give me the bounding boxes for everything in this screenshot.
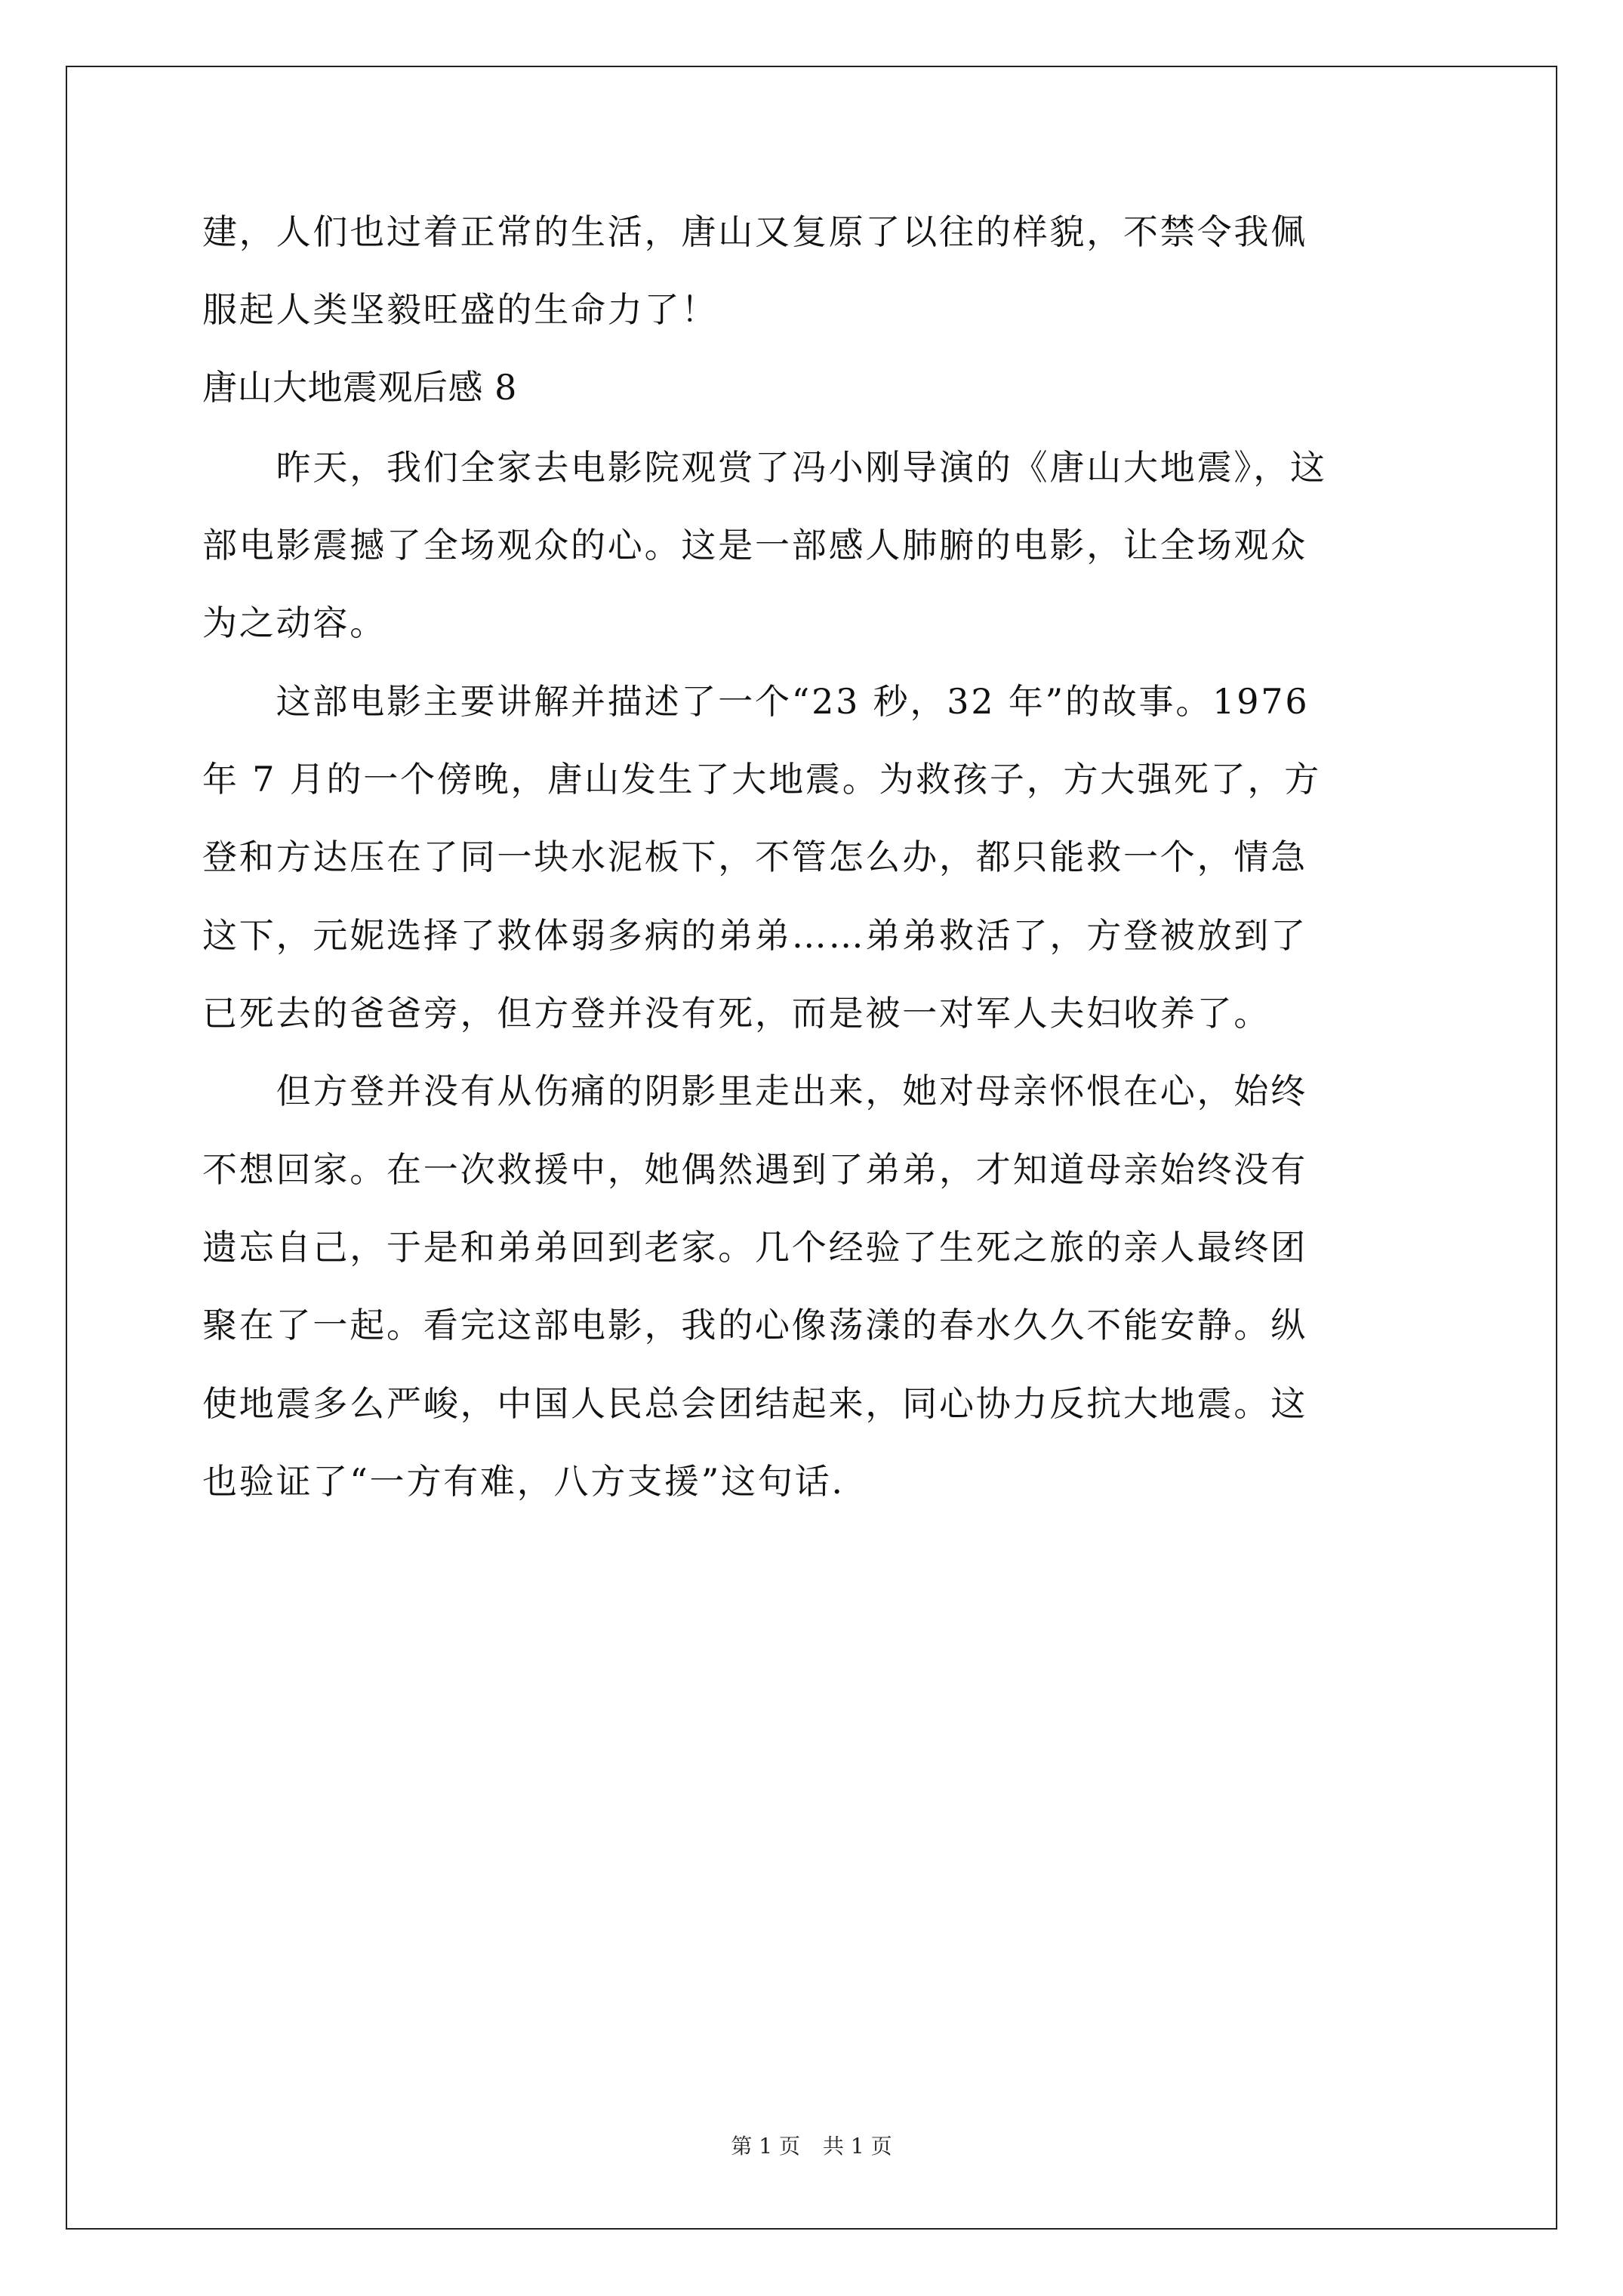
text-line: 建，人们也过着正常的生活，唐山又复原了以往的样貌，不禁令我佩 <box>202 211 1307 252</box>
text-line: 不想回家。在一次救援中，她偶然遇到了弟弟，才知道母亲始终没有 <box>202 1149 1307 1190</box>
text-line: 年 7 月的一个傍晚，唐山发生了大地震。为救孩子，方大强死了，方 <box>202 759 1322 800</box>
text-line: 昨天，我们全家去电影院观赏了冯小刚导演的《唐山大地震》，这 <box>202 447 1327 488</box>
page-number: 第 1 页 <box>731 2134 800 2159</box>
text-line: 部电影震撼了全场观众的心。这是一部感人肺腑的电影，让全场观众 <box>202 525 1307 566</box>
text-line: 这部电影主要讲解并描述了一个“23 秒，32 年”的故事。1976 <box>202 681 1310 722</box>
text-line: 遗忘自己，于是和弟弟回到老家。几个经验了生死之旅的亲人最终团 <box>202 1227 1307 1268</box>
text-line: 聚在了一起。看完这部电影，我的心像荡漾的春水久久不能安静。纵 <box>202 1305 1307 1345</box>
page-total: 共 1 页 <box>823 2134 892 2159</box>
text-line: 这下，元妮选择了救体弱多病的弟弟……弟弟救活了，方登被放到了 <box>202 915 1307 956</box>
text-line: 但方登并没有从伤痛的阴影里走出来，她对母亲怀恨在心，始终 <box>202 1071 1307 1111</box>
text-line: 为之动容。 <box>202 603 387 643</box>
section-heading: 唐山大地震观后感 8 <box>202 367 517 408</box>
text-line: 已死去的爸爸旁，但方登并没有死，而是被一对军人夫妇收养了。 <box>202 993 1271 1034</box>
text-line: 使地震多么严峻，中国人民总会团结起来，同心协力反抗大地震。这 <box>202 1383 1307 1424</box>
text-line: 登和方达压在了同一块水泥板下，不管怎么办，都只能救一个，情急 <box>202 837 1307 877</box>
text-line: 服起人类坚毅旺盛的生命力了！ <box>202 289 719 330</box>
text-line: 也验证了“一方有难，八方支援”这句话. <box>202 1461 845 1502</box>
page-footer <box>0 2131 1623 2162</box>
